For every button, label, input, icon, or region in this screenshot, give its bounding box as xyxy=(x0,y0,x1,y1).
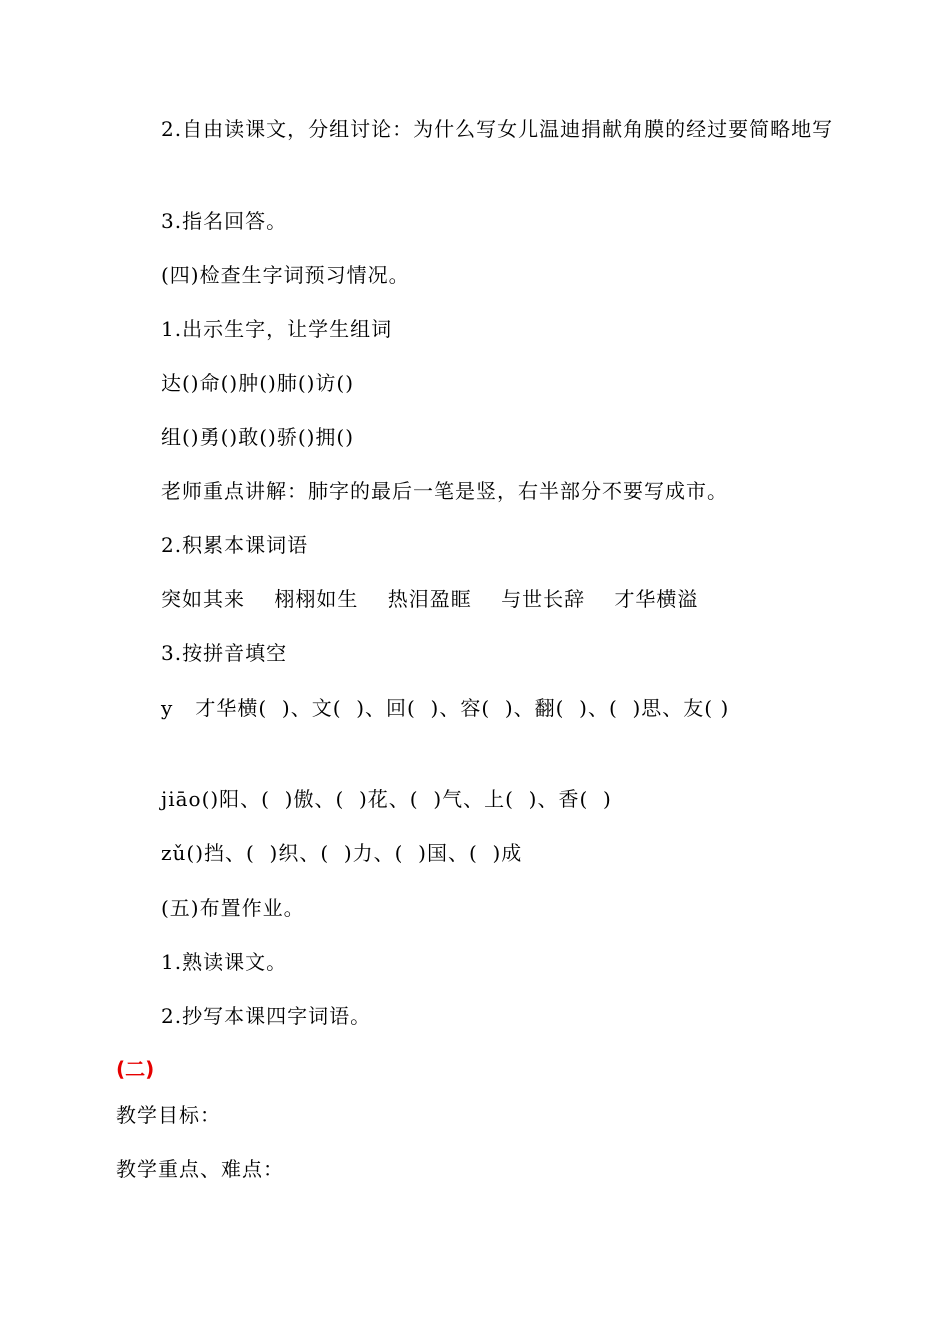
chars-row-2: 组()勇()敢()骄()拥() xyxy=(161,425,355,449)
word-item: 突如其来 xyxy=(161,587,245,611)
paragraph-item-2-discussion: 2.自由读课文，分组讨论：为什么写女儿温迪捐献角膜的经过要简略地写 xyxy=(161,117,834,141)
word-item: 栩栩如生 xyxy=(274,587,359,611)
word-item: 热泪盈眶 xyxy=(387,587,472,611)
section-heading-5: (五)布置作业。 xyxy=(161,896,305,920)
teaching-key-label: 教学重点、难点： xyxy=(116,1157,284,1181)
pinyin-row-zu: zǔ()挡、( )织、( )力、( )国、( )成 xyxy=(161,841,523,865)
chars-row-1: 达()命()肿()肺()访() xyxy=(161,371,355,395)
paragraph-item-3-answer: 3.指名回答。 xyxy=(161,209,288,233)
pinyin-row-jiao: jiāo()阳、( )傲、( )花、( )气、上( )、香( ) xyxy=(161,787,612,811)
paragraph-item-2-words: 2.积累本课词语 xyxy=(161,533,309,557)
section-heading-4: (四)检查生字词预习情况。 xyxy=(161,263,410,287)
word-item: 才华横溢 xyxy=(614,587,699,611)
homework-item-2: 2.抄写本课四字词语。 xyxy=(161,1004,372,1028)
paragraph-item-3-pinyin: 3.按拼音填空 xyxy=(161,641,288,665)
paragraph-item-1-chars: 1.出示生字，让学生组词 xyxy=(161,317,393,341)
teaching-goal-label: 教学目标： xyxy=(116,1103,221,1127)
homework-item-1: 1.熟读课文。 xyxy=(161,950,288,974)
word-list xyxy=(161,581,698,618)
teacher-note: 老师重点讲解：肺字的最后一笔是竖，右半部分不要写成市。 xyxy=(161,479,728,503)
pinyin-row-y: y 才华横( )、文( )、回( )、容( )、翻( )、( )思、友( ) xyxy=(161,696,730,720)
word-item: 与世长辞 xyxy=(501,587,586,611)
section-heading-two: (二) xyxy=(116,1057,155,1081)
